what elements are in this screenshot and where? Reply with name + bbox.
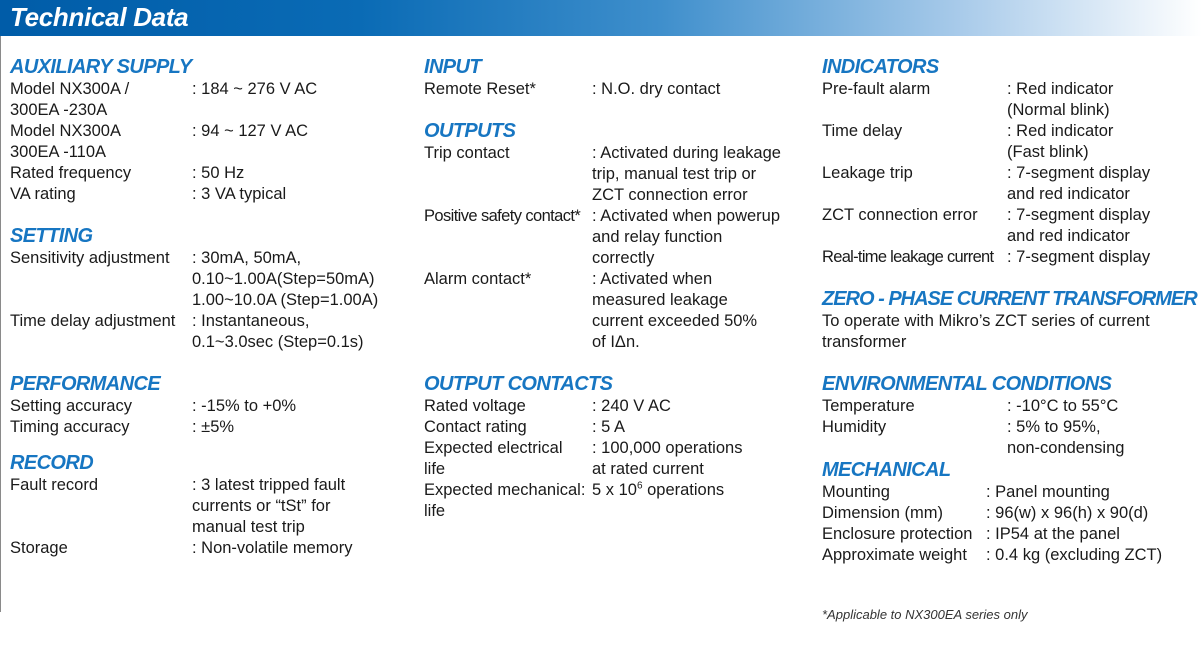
section-setting [10,225,415,353]
spec-row [424,480,819,522]
spec-label: Time delay adjustment [10,312,176,330]
spec-label: Real-time leakage current [822,248,994,266]
spec-row [10,475,415,538]
section-heading: PERFORMANCE [10,373,161,395]
spec-row [10,248,415,311]
spec-label: Alarm contact* [424,270,532,288]
spec-value: : -15% to +0% [192,397,297,415]
spec-value: : 184 ~ 276 V AC [192,80,318,98]
spec-label: Remote Reset* [424,80,536,98]
spec-row [424,143,819,206]
spec-value: : Red indicator (Normal blink) [1007,80,1114,119]
section-heading: SETTING [10,225,93,247]
spec-value: : 30mA, 50mA, 0.10~1.00A(Step=50mA) 1.00~10.0A (Step=1.00A) [192,249,379,309]
section-input [424,56,819,100]
section-heading: ZERO - PHASE CURRENT TRANSFORMER [822,288,1197,310]
spec-label: Model NX300A 300EA -110A [10,122,121,161]
spec-label: ZCT connection error [822,206,978,224]
spec-label: Time delay [822,122,903,140]
spec-value: : IP54 at the panel [986,525,1120,543]
spec-row [424,206,819,269]
column-left [10,56,415,559]
spec-value: : Activated during leakage trip, manual test trip or ZCT connection error [592,144,781,204]
spec-row [10,311,415,353]
section-heading: RECORD [10,452,94,474]
spec-row [10,163,415,184]
spec-label: Positive safety contact* [424,207,581,225]
section-heading: ENVIRONMENTAL CONDITIONS [822,373,1112,395]
spec-label: Pre-fault alarm [822,80,931,98]
spec-value: : Red indicator (Fast blink) [1007,122,1114,161]
spec-row [822,524,1197,545]
section-heading: INDICATORS [822,56,939,78]
spec-row [822,482,1197,503]
spec-label: Temperature [822,397,915,415]
spec-row [424,79,819,100]
spec-value: : 50 Hz [192,164,245,182]
spec-row [822,247,1197,268]
spec-label: Sensitivity adjustment [10,249,170,267]
spec-row [10,417,415,438]
section-heading: MECHANICAL [822,459,951,481]
section-indicators [822,56,1197,268]
spec-value: : 94 ~ 127 V AC [192,122,309,140]
mech-value-exponent: 6 [636,480,643,492]
spec-value: : 3 VA typical [192,185,287,203]
spec-label: Expected electrical life [424,439,563,478]
section-heading: OUTPUTS [424,120,516,142]
spec-value: : -10°C to 55°C [1007,397,1119,415]
spec-label: Rated frequency [10,164,132,182]
section-performance [10,373,415,438]
spec-label: Expected mechanical: life [424,481,586,520]
section-heading: AUXILIARY SUPPLY [10,56,192,78]
title-banner [0,0,1202,36]
section-outputs [424,120,819,353]
spec-value [592,480,819,522]
spec-label: Dimension (mm) [822,504,944,522]
spec-row [424,396,819,417]
zct-description: To operate with Mikro’s ZCT series of current transformer [822,312,1150,351]
mech-value-tail: operations [642,481,725,499]
column-middle [424,56,819,522]
spec-label: Approximate weight [822,546,967,564]
column-right [822,56,1197,566]
spec-row [424,417,819,438]
section-mechanical [822,459,1197,566]
spec-label: Timing accuracy [10,418,130,436]
spec-value: : 5% to 95%, non-condensing [1007,418,1125,457]
spec-value: : Instantaneous, 0.1~3.0sec (Step=0.1s) [192,312,364,351]
spec-row [424,438,819,480]
spec-value: : 7-segment display and red indicator [1007,164,1151,203]
spec-value: : 3 latest tripped fault currents or “tSt” for manual test trip [192,476,346,536]
spec-value: : ±5% [192,418,235,436]
section-output-contacts [424,373,819,522]
left-border-line [0,36,1,612]
spec-row [424,269,819,353]
spec-label: Model NX300A / 300EA -230A [10,80,130,119]
spec-value: : 7-segment display [1007,248,1151,266]
spec-row [822,503,1197,524]
spec-label: Contact rating [424,418,527,436]
section-environmental [822,373,1197,459]
spec-value: : Non-volatile memory [192,539,353,557]
footnote: *Applicable to NX300EA series only [822,607,1028,622]
spec-value: : Activated when powerup and relay function correctly [592,207,781,267]
spec-label: Storage [10,539,68,557]
spec-row [822,545,1197,566]
spec-row [10,538,415,559]
spec-row [10,121,415,163]
spec-label: Rated voltage [424,397,526,415]
spec-label: VA rating [10,185,76,203]
page-title: Technical Data [10,2,189,32]
spec-row [822,163,1197,205]
section-heading: OUTPUT CONTACTS [424,373,613,395]
spec-label: Trip contact [424,144,510,162]
spec-label: Mounting [822,483,890,501]
spec-row [822,79,1197,121]
section-heading: INPUT [424,56,482,78]
spec-value: : 5 A [592,418,626,436]
spec-value: : 100,000 operations at rated current [592,439,743,478]
spec-value: : 0.4 kg (excluding ZCT) [986,546,1163,564]
section-zct [822,288,1197,353]
spec-value: : Panel mounting [986,483,1110,501]
spec-label: Leakage trip [822,164,913,182]
spec-value: : Activated when measured leakage current exceeded 50% of IΔn. [592,270,758,351]
spec-value: : 7-segment display and red indicator [1007,206,1151,245]
spec-value: : 96(w) x 96(h) x 90(d) [986,504,1149,522]
spec-row [822,417,1197,459]
section-record [10,452,415,559]
spec-value: : N.O. dry contact [592,80,721,98]
spec-row [10,396,415,417]
spec-label: Fault record [10,476,99,494]
spec-label: Humidity [822,418,887,436]
section-auxiliary-supply [10,56,415,205]
spec-label: Enclosure protection [822,525,973,543]
spec-row [822,205,1197,247]
spec-row [822,396,1197,417]
spec-row [10,79,415,121]
spec-label: Setting accuracy [10,397,132,415]
spec-row [10,184,415,205]
mech-value-base: 5 x 10 [592,481,637,499]
spec-value: : 240 V AC [592,397,671,415]
spec-row [822,121,1197,163]
